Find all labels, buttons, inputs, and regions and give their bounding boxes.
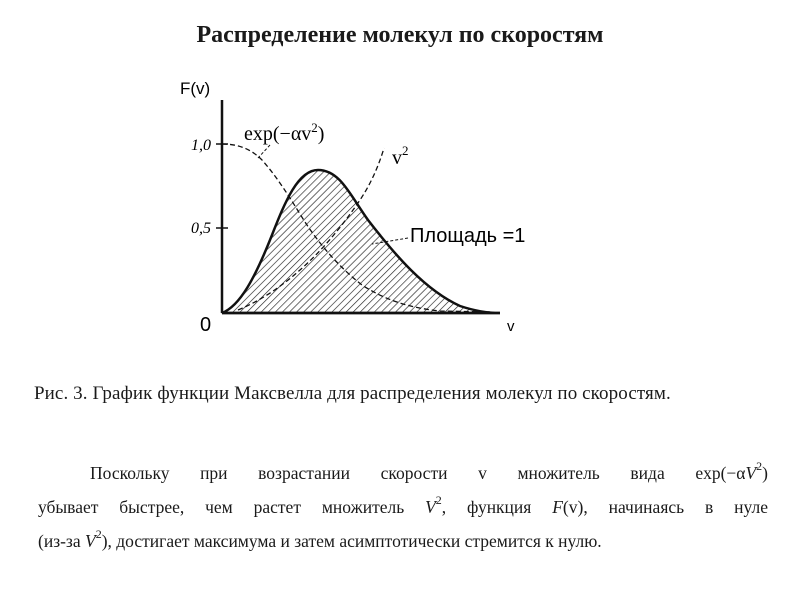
paragraph-line-3: (из-за $V^2$), достигает максимума и затем асимптотически стремится к нулю. (38, 527, 602, 551)
y-axis-label: F(v) (180, 79, 211, 98)
x-axis-label: v (507, 318, 515, 335)
body-paragraph (38, 456, 768, 558)
v2-label: $v^2$ (392, 143, 409, 169)
paragraph-line-1: Поскольку при возрастании скорости v множитель вида $\exp(-\alpha V^2)$ (90, 459, 768, 483)
origin-label: 0 (200, 314, 212, 336)
figure-caption: Рис. 3. График функции Максвелла для распределения молекул по скоростям. (34, 383, 671, 404)
paragraph-line-2: убывает быстрее, чем растет множитель $V^2$, функция F(v), начинаясь в нуле (38, 493, 768, 517)
area-label: Площадь =1 (410, 225, 526, 247)
page-title: Распределение молекул по скоростям (196, 22, 604, 48)
exp-label: $\exp(-\alpha v^2)$ (244, 120, 325, 145)
tick-label-0-5: 0,5 (191, 220, 211, 237)
exp-leader (258, 145, 270, 158)
tick-label-1-0: 1,0 (191, 137, 211, 154)
